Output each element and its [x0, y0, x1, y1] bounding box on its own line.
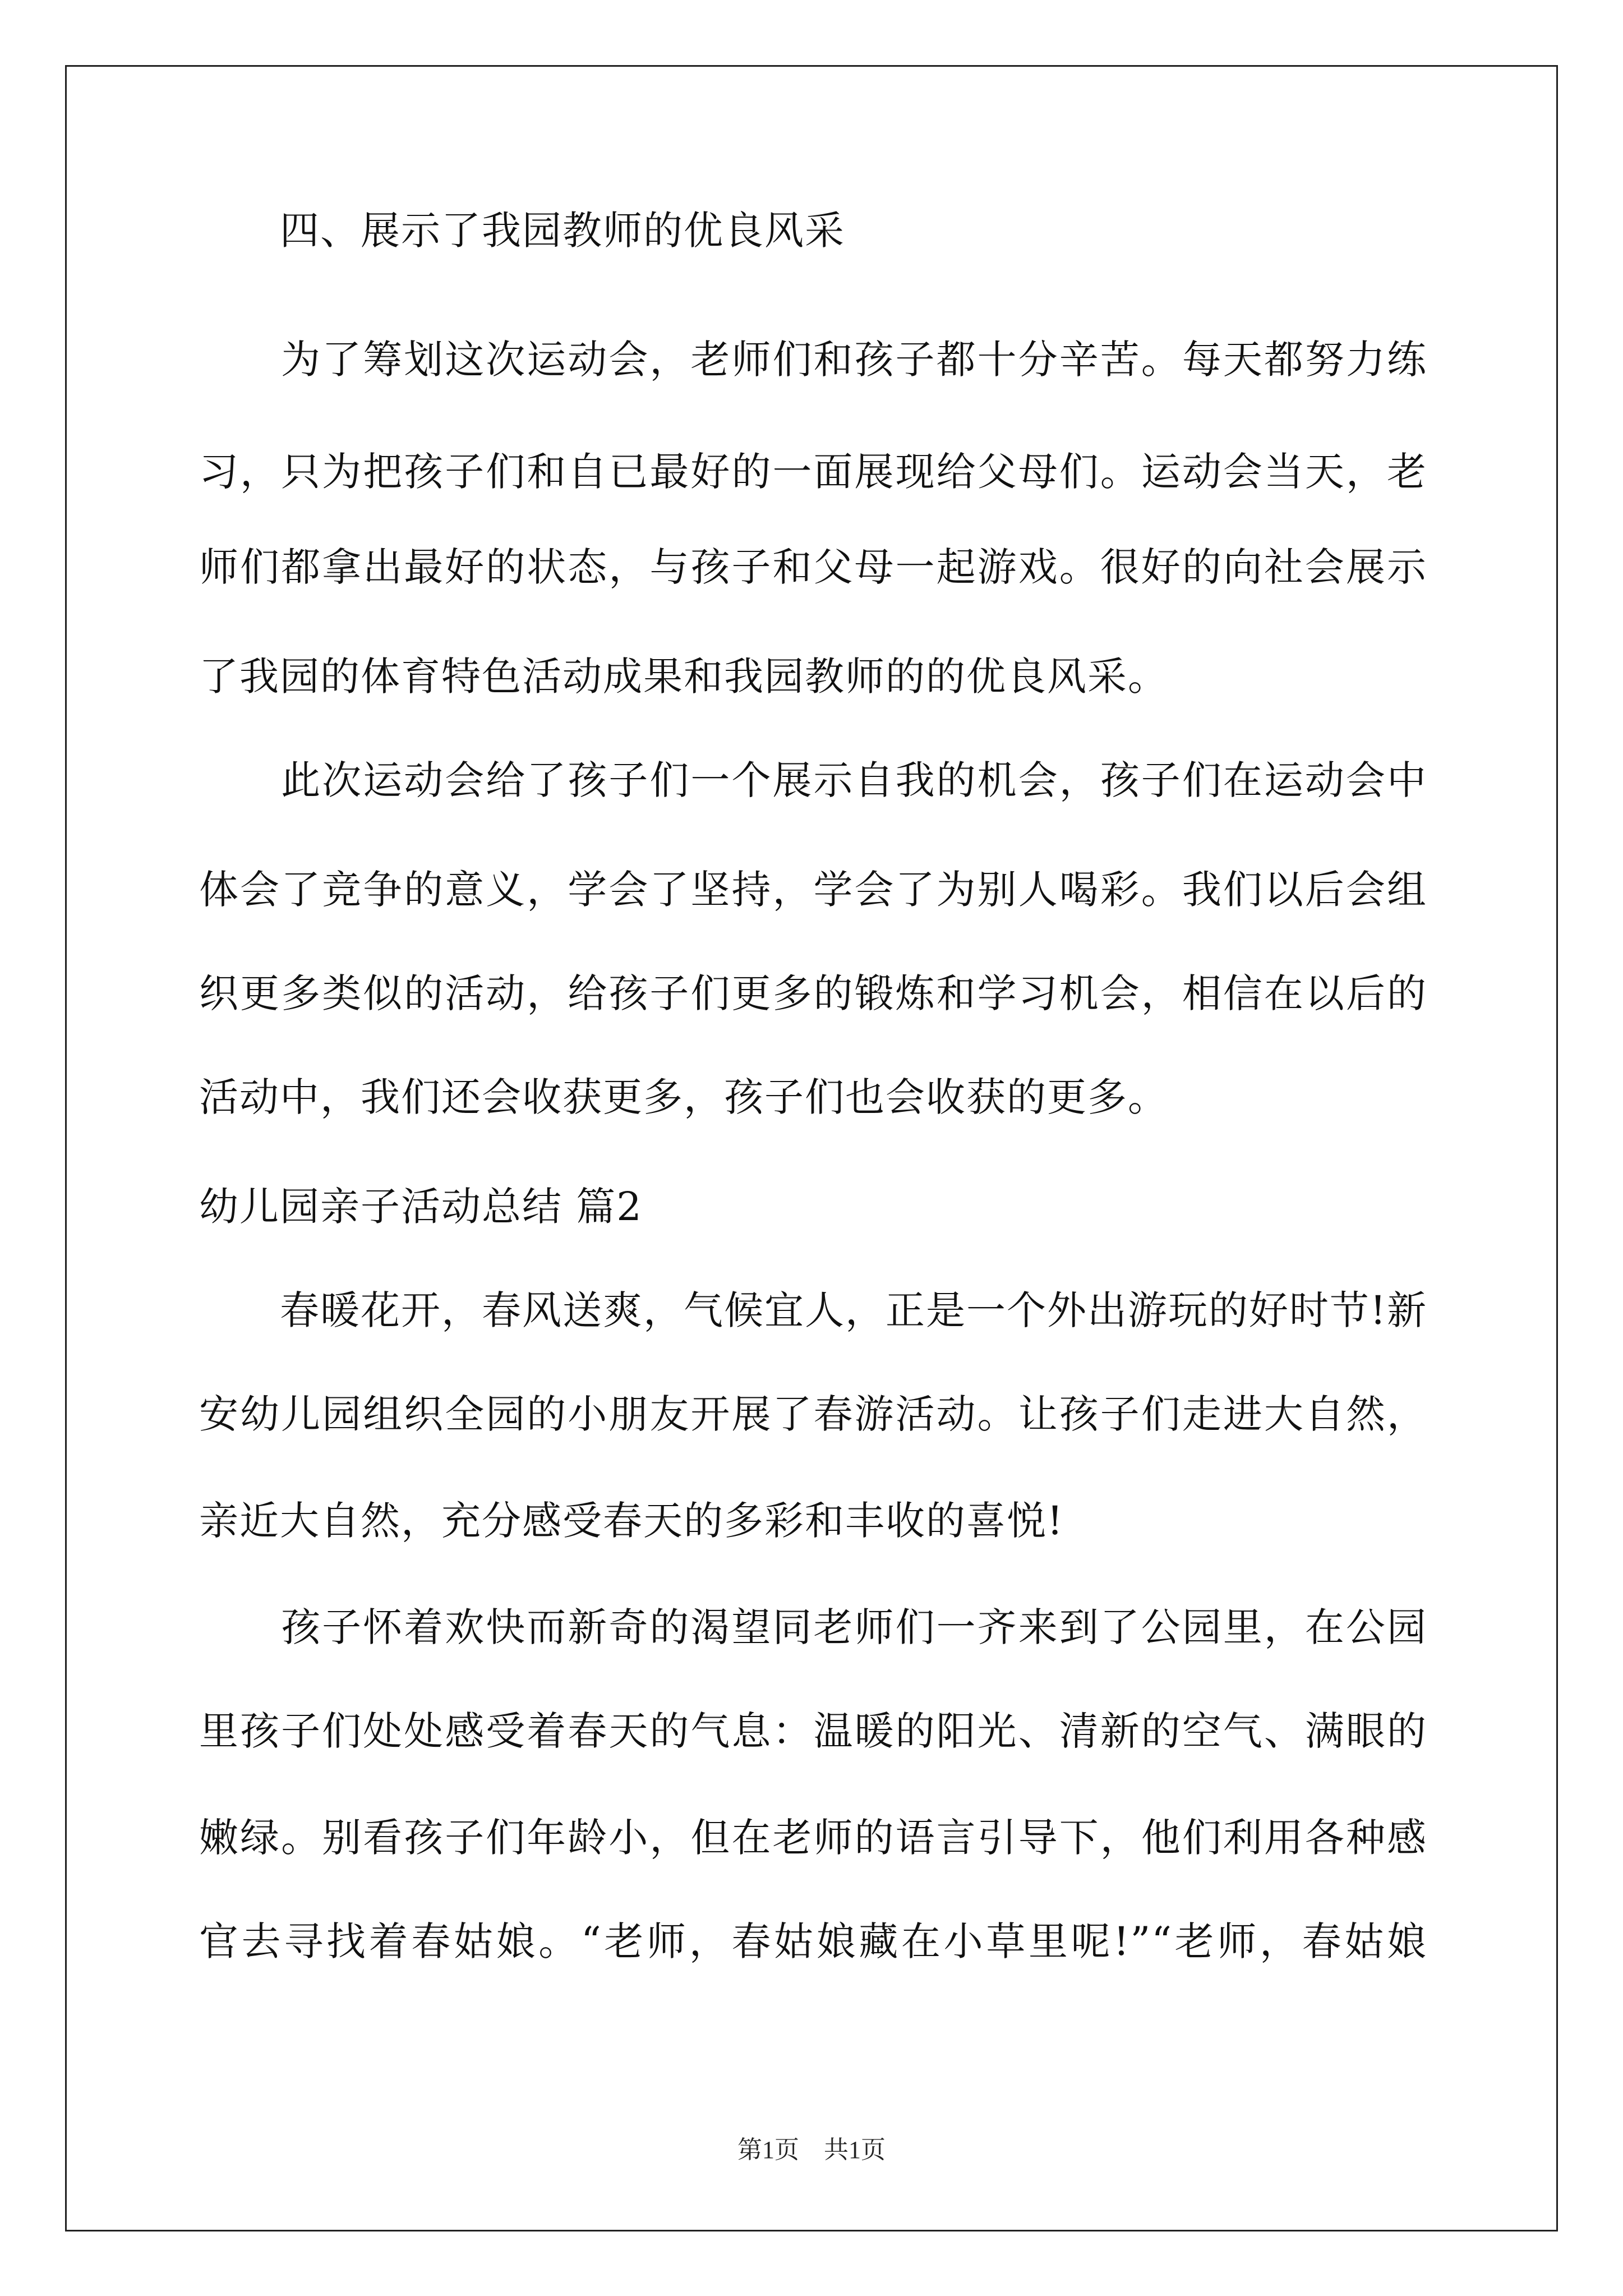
paragraph-line: 里孩子们处处感受着春天的气息：温暖的阳光、清新的空气、满眼的: [199, 1708, 1427, 1754]
section-heading: 四、展示了我园教师的优良风采: [199, 208, 845, 254]
paragraph-line: 嫩绿。别看孩子们年龄小，但在老师的语言引导下，他们利用各种感: [199, 1815, 1427, 1861]
paragraph-line: 此次运动会给了孩子们一个展示自我的机会，孩子们在运动会中: [199, 757, 1427, 803]
paragraph-line: 孩子怀着欢快而新奇的渴望同老师们一齐来到了公园里，在公园: [199, 1604, 1427, 1650]
paragraph-line: 体会了竞争的意义，学会了坚持，学会了为别人喝彩。我们以后会组: [199, 867, 1427, 913]
page-number: 第1页 共1页: [737, 2136, 886, 2164]
paragraph-line: 了我园的体育特色活动成果和我园教师的的优良风采。: [199, 654, 1168, 700]
paragraph-line: 师们都拿出最好的状态，与孩子和父母一起游戏。很好的向社会展示: [199, 544, 1427, 590]
paragraph-line: 官去寻找着春姑娘。“老师，春姑娘藏在小草里呢!”“老师，春姑娘: [199, 1918, 1427, 1964]
page-border: [65, 65, 1558, 2231]
paragraph-line: 安幼儿园组织全园的小朋友开展了春游活动。让孩子们走进大自然，: [199, 1391, 1427, 1437]
paragraph-line: 亲近大自然，充分感受春天的多彩和丰收的喜悦!: [199, 1498, 1064, 1544]
paragraph-line: 为了筹划这次运动会，老师们和孩子都十分辛苦。每天都努力练: [199, 337, 1427, 383]
paragraph-line: 织更多类似的活动，给孩子们更多的锻炼和学习机会，相信在以后的: [199, 970, 1427, 1016]
paragraph-line: 活动中，我们还会收获更多，孩子们也会收获的更多。: [199, 1074, 1168, 1120]
paragraph-line: 习，只为把孩子们和自已最好的一面展现给父母们。运动会当天，老: [199, 449, 1427, 495]
paragraph-line: 春暖花开，春风送爽，气候宜人，正是一个外出游玩的好时节!新: [199, 1287, 1428, 1333]
article-heading: 幼儿园亲子活动总结 篇2: [199, 1184, 643, 1230]
